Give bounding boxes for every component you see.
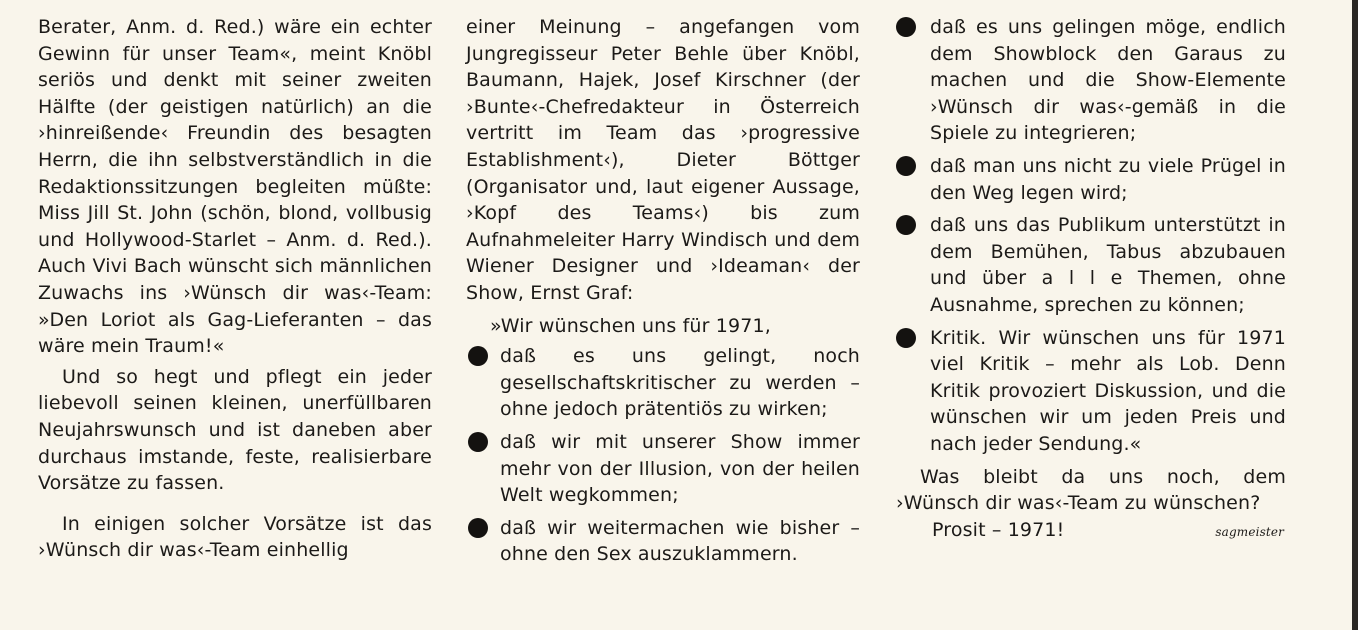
list-item-text: daß es uns gelingen möge, endlich dem Showblock den Garaus zu machen und die Show-Elemente ›Wünsch dir was‹-gemäß in die Spiele zu integrieren;	[930, 16, 1286, 145]
article-column-2	[466, 14, 860, 574]
list-item-text: daß man uns nicht zu viele Prügel in den Weg legen wird;	[930, 154, 1286, 204]
paragraph: Berater, Anm. d. Red.) wäre ein echter Gewinn für unser Team«, meint Knöbl seriös und denkt mit seiner zweiten Hälfte (der geistigen natürlich) an die ›hinreißende‹ Freundin des besagten Herrn, die ihn selbstverständlich in die Redaktionssitzungen begleiten müßte: Miss Jill St. John (schön, blond, vollbusig und Hollywood-Starlet – Anm. d. Red.). Auch Vivi Bach wünscht sich männlichen Zuwachs ins ›Wünsch dir was‹-Team: »Den Loriot als Gag-Lieferanten – das wäre mein Traum!«	[38, 16, 432, 358]
scan-edge	[1352, 0, 1358, 630]
list-item	[466, 515, 860, 568]
author-byline: sagmeister	[1215, 524, 1284, 539]
list-item-text: daß es uns gelingt, noch gesellschaftskritischer zu werden – ohne jedoch prätentiös zu wirken;	[500, 345, 860, 421]
closing-paragraph: Was bleibt da uns noch, dem ›Wünsch dir was‹-Team zu wünschen?	[896, 465, 1286, 515]
list-item-text: Kritik. Wir wünschen uns für 1971 viel Kritik – mehr als Lob. Denn Kritik provoziert Diskussion, und die wünschen wir um jeden Preis und nach jeder Sendung.«	[930, 326, 1286, 455]
list-item-text: daß wir weitermachen wie bisher – ohne den Sex auszuklammern.	[500, 516, 860, 566]
article-column-3	[896, 14, 1286, 545]
paragraph: einer Meinung – angefangen vom Jungregisseur Peter Behle über Knöbl, Baumann, Hajek, Josef Kirschner (der ›Bunte‹-Chefredakteur in Österreich vertritt im Team das ›progressive Establishment‹), Dieter Böttger (Organisator und, laut eigener Aussage, ›Kopf des Teams‹) bis zum Aufnahmeleiter Harry Windisch und dem Wiener Designer und ›Ideaman‹ der Show, Ernst Graf:	[466, 16, 860, 304]
bullet-dot-icon	[468, 346, 488, 366]
paragraph: In einigen solcher Vorsätze ist das ›Wünsch dir was‹-Team einhellig	[38, 512, 432, 562]
article-column-1	[38, 14, 432, 564]
bullet-dot-icon	[896, 17, 916, 37]
paragraph: Und so hegt und pflegt ein jeder liebevoll seinen kleinen, unerfüllbaren Neujahrswunsch und ist daneben aber durchaus imstande, feste, realisierbare Vorsätze zu fassen.	[38, 365, 432, 495]
bullet-dot-icon	[468, 518, 488, 538]
list-item	[896, 212, 1286, 318]
toast-text: Prosit – 1971!	[932, 518, 1065, 541]
bullet-dot-icon	[468, 432, 488, 452]
bullet-dot-icon	[896, 215, 916, 235]
quote-intro: »Wir wünschen uns für 1971,	[490, 314, 771, 337]
bullet-dot-icon	[896, 328, 916, 348]
list-item	[896, 14, 1286, 147]
list-item	[466, 343, 860, 423]
bullet-dot-icon	[896, 156, 916, 176]
list-item-text: daß wir mit unserer Show immer mehr von der Illusion, von der heilen Welt wegkommen;	[500, 430, 860, 507]
list-item-text: daß uns das Publikum unterstützt in dem Bemühen, Tabus abzubauen und über a l l e Themen, ohne Ausnahme, sprechen zu können;	[930, 214, 1286, 316]
list-item	[466, 429, 860, 509]
list-item	[896, 153, 1286, 206]
list-item	[896, 325, 1286, 458]
signoff-line	[896, 517, 1286, 546]
